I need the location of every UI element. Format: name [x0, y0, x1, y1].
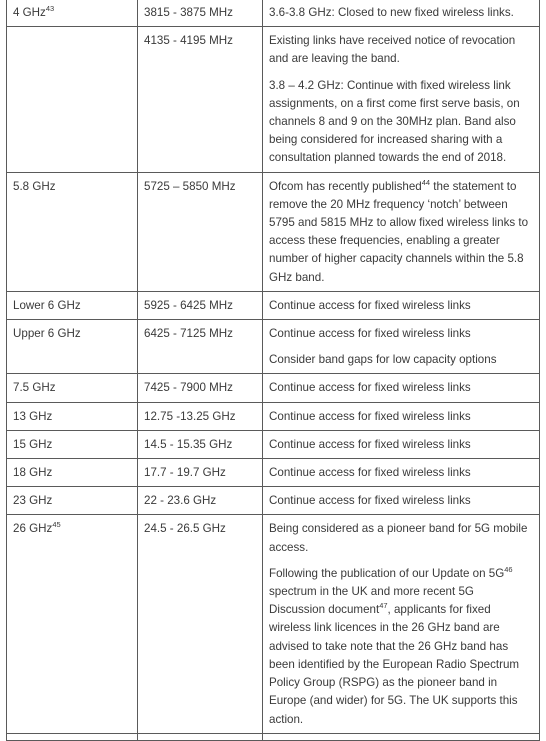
- spectrum-band-table: [6, 0, 540, 741]
- table-row: [7, 402, 540, 430]
- note-text: Following the publication of our Update on $5G^{46}$ spectrum in the UK and more recent 5G Discussion document$^{47}$, applicants for fixed wireless link licences in the 26 GHz band are advised to take note that the 26 GHz band has been identified by the European Radio Spectrum Policy Group (RSPG) as the pioneer band in Europe (and wider) for 5G. The UK supports this action.: [269, 565, 520, 726]
- frequency-cell: [138, 733, 263, 740]
- notes-cell: [263, 402, 540, 430]
- frequency-cell: 6425 - 7125 MHz: [138, 320, 263, 374]
- band-cell: [7, 27, 138, 172]
- table-row: [7, 515, 540, 733]
- frequency-cell: 5925 - 6425 MHz: [138, 291, 263, 319]
- note-text: Continue access for fixed wireless links: [269, 409, 471, 423]
- notes-cell: [263, 320, 540, 374]
- band-cell: 15 GHz: [7, 430, 138, 458]
- frequency-cell: 17.7 - 19.7 GHz: [138, 459, 263, 487]
- table-row: [7, 172, 540, 291]
- frequency-cell: 24.5 - 26.5 GHz: [138, 515, 263, 733]
- note-text: Continue access for fixed wireless links: [269, 494, 471, 508]
- note-text: Continue access for fixed wireless links: [269, 327, 471, 341]
- note-text: Continue access for fixed wireless links: [269, 381, 471, 395]
- band-cell: 4 GHz$^{43}$: [7, 0, 138, 27]
- frequency-cell: 4135 - 4195 MHz: [138, 27, 263, 172]
- frequency-cell: 7425 - 7900 MHz: [138, 374, 263, 402]
- footnote-ref[interactable]: 46: [504, 565, 513, 575]
- table-row: [7, 291, 540, 319]
- notes-cell: [263, 0, 540, 27]
- frequency-cell: 22 - 23.6 GHz: [138, 487, 263, 515]
- note-text: Being considered as a pioneer band for 5G mobile access.: [269, 522, 528, 554]
- band-cell: Lower 6 GHz: [7, 291, 138, 319]
- table-row: [7, 430, 540, 458]
- footnote-ref[interactable]: 44: [421, 177, 431, 187]
- band-cell: Upper 6 GHz: [7, 320, 138, 374]
- notes-cell: [263, 291, 540, 319]
- notes-cell: [263, 430, 540, 458]
- notes-cell: [263, 459, 540, 487]
- notes-cell: [263, 172, 540, 291]
- band-cell: 13 GHz: [7, 402, 138, 430]
- table-row: [7, 487, 540, 515]
- footnote-ref[interactable]: 45: [52, 520, 61, 530]
- note-text: Consider band gaps for low capacity options: [269, 353, 497, 367]
- band-cell: 18 GHz: [7, 459, 138, 487]
- band-cell: 5.8 GHz: [7, 172, 138, 291]
- note-text: 3.8 – 4.2 GHz: Continue with fixed wireless link assignments, on a first come first serve basis, on channels 8 and 9 on the 30MHz plan. Band also being considered for increased sharing with a consultation planned towards the end of 2018.: [269, 78, 520, 165]
- table-row: [7, 0, 540, 27]
- table-row: [7, 27, 540, 172]
- band-cell: 26 GHz$^{45}$: [7, 515, 138, 733]
- table-row: [7, 320, 540, 374]
- footnote-ref[interactable]: 47: [379, 601, 388, 611]
- table-row-continuation: [7, 733, 540, 740]
- frequency-cell: 3815 - 3875 MHz: [138, 0, 263, 27]
- note-text: Ofcom has recently published$^{44}$ the statement to remove the 20 MHz frequency ‘notch’ between 5795 and 5815 MHz to allow fixed wireless links to access these frequencies, enabling a greater number of higher capacity channels within the 5.8 GHz band.: [269, 177, 529, 284]
- table-row: [7, 374, 540, 402]
- frequency-cell: 12.75 -13.25 GHz: [138, 402, 263, 430]
- notes-cell: [263, 733, 540, 740]
- notes-cell: [263, 27, 540, 172]
- note-text: Continue access for fixed wireless links: [269, 298, 471, 312]
- spectrum-band-table-container: [6, 0, 539, 741]
- note-text: Continue access for fixed wireless links: [269, 466, 471, 480]
- note-text: Continue access for fixed wireless links: [269, 437, 471, 451]
- note-text: 3.6-3.8 GHz: Closed to new fixed wireless links.: [269, 6, 514, 19]
- band-cell: 7.5 GHz: [7, 374, 138, 402]
- band-cell: [7, 733, 138, 740]
- note-text: Existing links have received notice of revocation and are leaving the band.: [269, 34, 516, 66]
- footnote-ref[interactable]: 43: [45, 4, 55, 14]
- frequency-cell: 5725 – 5850 MHz: [138, 172, 263, 291]
- table-row: [7, 459, 540, 487]
- notes-cell: [263, 374, 540, 402]
- notes-cell: [263, 487, 540, 515]
- notes-cell: [263, 515, 540, 733]
- frequency-cell: 14.5 - 15.35 GHz: [138, 430, 263, 458]
- band-cell: 23 GHz: [7, 487, 138, 515]
